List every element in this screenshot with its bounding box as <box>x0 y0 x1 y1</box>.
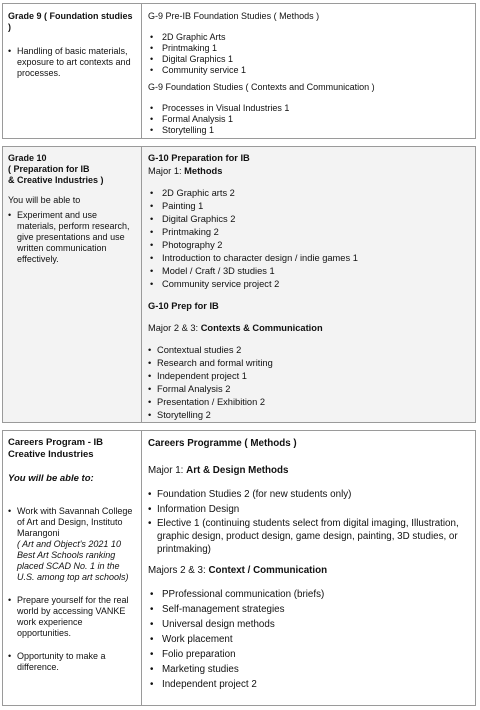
grade9-left-column <box>3 4 142 138</box>
list-item: • Elective 1 (continuing students select from digital imaging, Illustration, graphic design, product design, game design, painting, 3D studies, or printmaking) <box>148 517 469 556</box>
list-item: • Photography 2 <box>148 239 469 252</box>
careers-able: You will be able to: <box>8 473 94 484</box>
list-item: • Storytelling 1 <box>148 125 469 136</box>
grade10-right-column <box>142 147 475 422</box>
list-item: • Formal Analysis 2 <box>148 383 469 396</box>
list-item: • 2D Graphic arts 2 <box>148 187 469 200</box>
list-item: • Marketing studies <box>148 662 469 677</box>
list-item: • Community service project 2 <box>148 278 469 291</box>
grade9-section <box>2 3 476 139</box>
grade10-heading-line: & Creative Industries ) <box>8 175 104 185</box>
major-name: Art & Design Methods <box>186 465 289 476</box>
list-item: • Self-management strategies <box>148 602 469 617</box>
list-item: • Community service 1 <box>148 65 469 76</box>
major-name: Methods <box>184 166 223 176</box>
grade10-left-item: • Experiment and use materials, perform research, give presentations and use written communication effectively. <box>8 210 136 265</box>
careers-section <box>2 430 476 706</box>
grade10-prep-heading: G-10 Preparation for IB <box>148 153 250 163</box>
careers-major1 <box>148 463 469 478</box>
major-prefix: Major 2 & 3: <box>148 323 201 333</box>
grade10-prep2-heading: G-10 Prep for IB <box>148 301 219 311</box>
grade10-left-list <box>8 210 136 265</box>
list-item: • PProfessional communication (briefs) <box>148 587 469 602</box>
list-item: • Contextual studies 2 <box>148 344 469 357</box>
careers-left-column <box>3 431 142 705</box>
list-item: • Research and formal writing <box>148 357 469 370</box>
list-item: • Painting 1 <box>148 200 469 213</box>
list-item: • Formal Analysis 1 <box>148 114 469 125</box>
careers-heading <box>8 437 136 461</box>
list-item: • Work placement <box>148 632 469 647</box>
grade10-contexts-list <box>148 344 469 422</box>
careers-left-item: • Opportunity to make a difference. <box>8 651 136 673</box>
grade10-major1 <box>148 165 469 178</box>
list-item: • Digital Graphics 1 <box>148 54 469 65</box>
careers-heading-line: Creative Industries <box>8 449 94 460</box>
grade10-section <box>2 146 476 423</box>
list-item: • Presentation / Exhibition 2 <box>148 396 469 409</box>
grade10-left-column <box>3 147 142 422</box>
grade10-heading <box>8 153 136 186</box>
careers-major23 <box>148 563 469 578</box>
careers-left-list <box>8 506 136 673</box>
grade10-heading-line: Grade 10 <box>8 153 47 163</box>
careers-right-heading: Careers Programme ( Methods ) <box>148 438 297 449</box>
list-item: • Model / Craft / 3D studies 1 <box>148 265 469 278</box>
grade10-able: You will be able to <box>8 195 81 205</box>
careers-contexts-list <box>148 587 469 692</box>
list-item: • Printmaking 2 <box>148 226 469 239</box>
list-item: • Universal design methods <box>148 617 469 632</box>
grade9-methods-list <box>148 32 469 76</box>
careers-heading-line: Careers Program - IB <box>8 437 104 448</box>
major-name: Context / Communication <box>208 565 328 576</box>
list-item: • Foundation Studies 2 (for new students only) <box>148 487 469 502</box>
careers-item-note: ( Art and Object's 2021 10 Best Art Schools ranking placed SCAD No. 1 in the U.S. among top art schools) <box>17 539 129 582</box>
list-item: • 2D Graphic Arts <box>148 32 469 43</box>
list-item: • Digital Graphics 2 <box>148 213 469 226</box>
grade9-right-column <box>142 4 475 138</box>
list-item: • Processes in Visual Industries 1 <box>148 103 469 114</box>
list-item: • Introduction to character design / indie games 1 <box>148 252 469 265</box>
list-item: • Printmaking 1 <box>148 43 469 54</box>
list-item: • Storytelling 2 <box>148 409 469 422</box>
major-prefix: Majors 2 & 3: <box>148 565 209 576</box>
grade9-methods-heading: G-9 Pre-IB Foundation Studies ( Methods ) <box>148 11 320 21</box>
major-name: Contexts & Communication <box>200 323 323 333</box>
list-item: • Independent project 2 <box>148 677 469 692</box>
grade9-contexts-heading: G-9 Foundation Studies ( Contexts and Communication ) <box>148 82 375 92</box>
list-item: • Information Design <box>148 502 469 517</box>
grade9-left-list <box>8 46 136 79</box>
careers-left-item: • Prepare yourself for the real world by accessing VANKE work experience opportunities. <box>8 595 136 639</box>
grade9-heading: Grade 9 ( Foundation studies ) <box>8 11 133 32</box>
grade9-left-item: • Handling of basic materials, exposure to art contexts and processes. <box>8 46 136 79</box>
careers-left-item <box>8 506 136 583</box>
careers-item-text: Work with Savannah College of Art and Design, Instituto Marangoni <box>17 506 133 538</box>
careers-methods-list <box>148 487 469 556</box>
grade10-heading-line: ( Preparation for IB <box>8 164 90 174</box>
major-prefix: Major 1: <box>148 465 187 476</box>
list-item: • Folio preparation <box>148 647 469 662</box>
careers-right-column <box>142 431 475 705</box>
grade10-methods-list <box>148 187 469 291</box>
list-item: • Independent project 1 <box>148 370 469 383</box>
major-prefix: Major 1: <box>148 166 185 176</box>
grade10-major23 <box>148 322 469 335</box>
grade9-contexts-list <box>148 103 469 136</box>
